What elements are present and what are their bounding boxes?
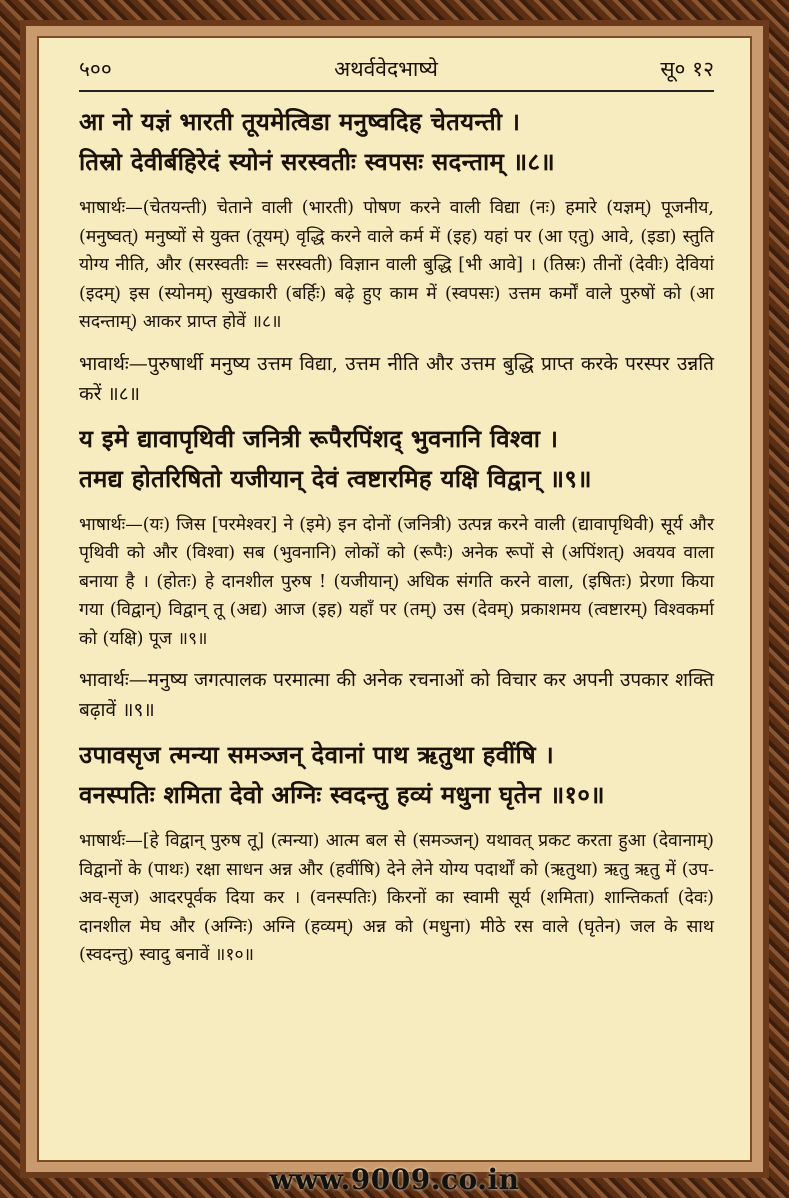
bhavarth-8: भावार्थः—पुरुषार्थी मनुष्य उत्तम विद्या, उत्तम नीति और उत्तम बुद्धि प्राप्त करके परस्पर उन्नति करें ॥८॥ xyxy=(79,352,714,405)
bhavarth-9: भावार्थः—मनुष्य जगत्पालक परमात्मा की अनेक रचनाओं को विचार कर अपनी उपकार शक्ति बढ़ावें ॥९॥ xyxy=(79,669,714,721)
mantra-9-line-2: तमद्य होतरिषितो यजीयान् देवं त्वष्टारमिह यक्षि विद्वान् ॥९॥ xyxy=(79,463,592,493)
running-header xyxy=(79,52,714,86)
mantra-10-line-2: वनस्पतिः शमिता देवो अग्निः स्वदन्तु हव्यं मधुना घृतेन ॥१०॥ xyxy=(79,780,605,809)
watermark-url: www.9009.co.in xyxy=(269,1163,520,1196)
mantra-8-line-1: आ नो यज्ञं भारती तूयमेत्विडा मनुष्वदिह चेतयन्ती । xyxy=(79,107,521,136)
mantra-10-line-1: उपावसृज त्मन्या समञ्जन् देवानां पाथ ऋतुथा हवींषि । xyxy=(79,740,554,769)
header-rule xyxy=(79,90,714,92)
bhasharth-9: भाषार्थः—(यः) जिस [परमेश्वर] ने (इमे) इन दोनों (जनित्री) उत्पन्न करने वाली (द्यावापृथिवी) सूर्य और पृथिवी को और (विश्वा) सब (भुवनानि) लोकों को (रूपैः) अनेक रूपों से (अपिंशत्) अवयव वाला बनाया है । (होतः) हे दानशील पुरुष ! (यजीयान्) अधिक संगति करने वाला, (इषितः) प्रेरणा किया गया (विद्वान्) विद्वान् तू (अद्य) आज (इह) यहाँ पर (तम्) उस (देवम्) प्रकाशमय (त्वष्टारम्) विश्वकर्मा को (यक्षि) पूज ॥९॥ xyxy=(79,514,714,649)
book-title: अथर्ववेदभाष्ये xyxy=(334,57,438,81)
mantra-8-line-2: तिस्रो देवीर्बहिरेदं स्योनं सरस्वतीः स्वपसः सदन्ताम् ॥८॥ xyxy=(79,147,555,176)
page-number: ५०० xyxy=(79,57,112,81)
bhasharth-10: भाषार्थः—[हे विद्वान् पुरुष तू] (त्मन्या) आत्म बल से (समञ्जन्) यथावत् प्रकट करता हुआ (देवानाम्) विद्वानों के (पाथः) रक्षा साधन अन्न और (हवींषि) देने लेने योग्य पदार्थों को (ऋतुथा) ऋतु ऋतु में (उप-अव-सृज) आदरपूर्वक दिया कर । (वनस्पतिः) किरनों का स्वामी सूर्य (शमिता) शान्तिकर्ता (देवः) दानशील मेघ और (अग्निः) अग्नि (हव्यम्) अन्न को (मधुना) मीठे रस वाले (घृतेन) जल के साथ (स्वदन्तु) स्वादु बनावें ॥१०॥ xyxy=(79,831,714,965)
sukta-number: सू० १२ xyxy=(660,57,714,81)
bhasharth-8: भाषार्थः—(चेतयन्ती) चेताने वाली (भारती) पोषण करने वाली विद्या (नः) हमारे (यज्ञम्) पूजनीय, (मनुष्वत्) मनुष्यों से युक्त (तूयम्) वृद्धि करने वाले कर्म में (इह) यहां पर (आ एतु) आवे, (इडा) स्तुति योग्य नीति, और (सरस्वतीः = सरस्वती) विज्ञान वाली बुद्धि [भी आवे] । (तिस्रः) तीनों (देवीः) देवियां (इदम्) इस (स्योनम्) सुखकारी (बर्हिः) बढ़े हुए काम में (स्वपसः) उत्तम कर्मों वाले पुरुषों को (आ सदन्ताम्) आकर प्राप्त होवें ॥८॥ xyxy=(79,198,714,332)
mantra-9-line-1: य इमे द्यावापृथिवी जनित्री रूपैरपिंशद् भुवनानि विश्वा । xyxy=(79,423,559,453)
book-page xyxy=(37,36,752,1162)
